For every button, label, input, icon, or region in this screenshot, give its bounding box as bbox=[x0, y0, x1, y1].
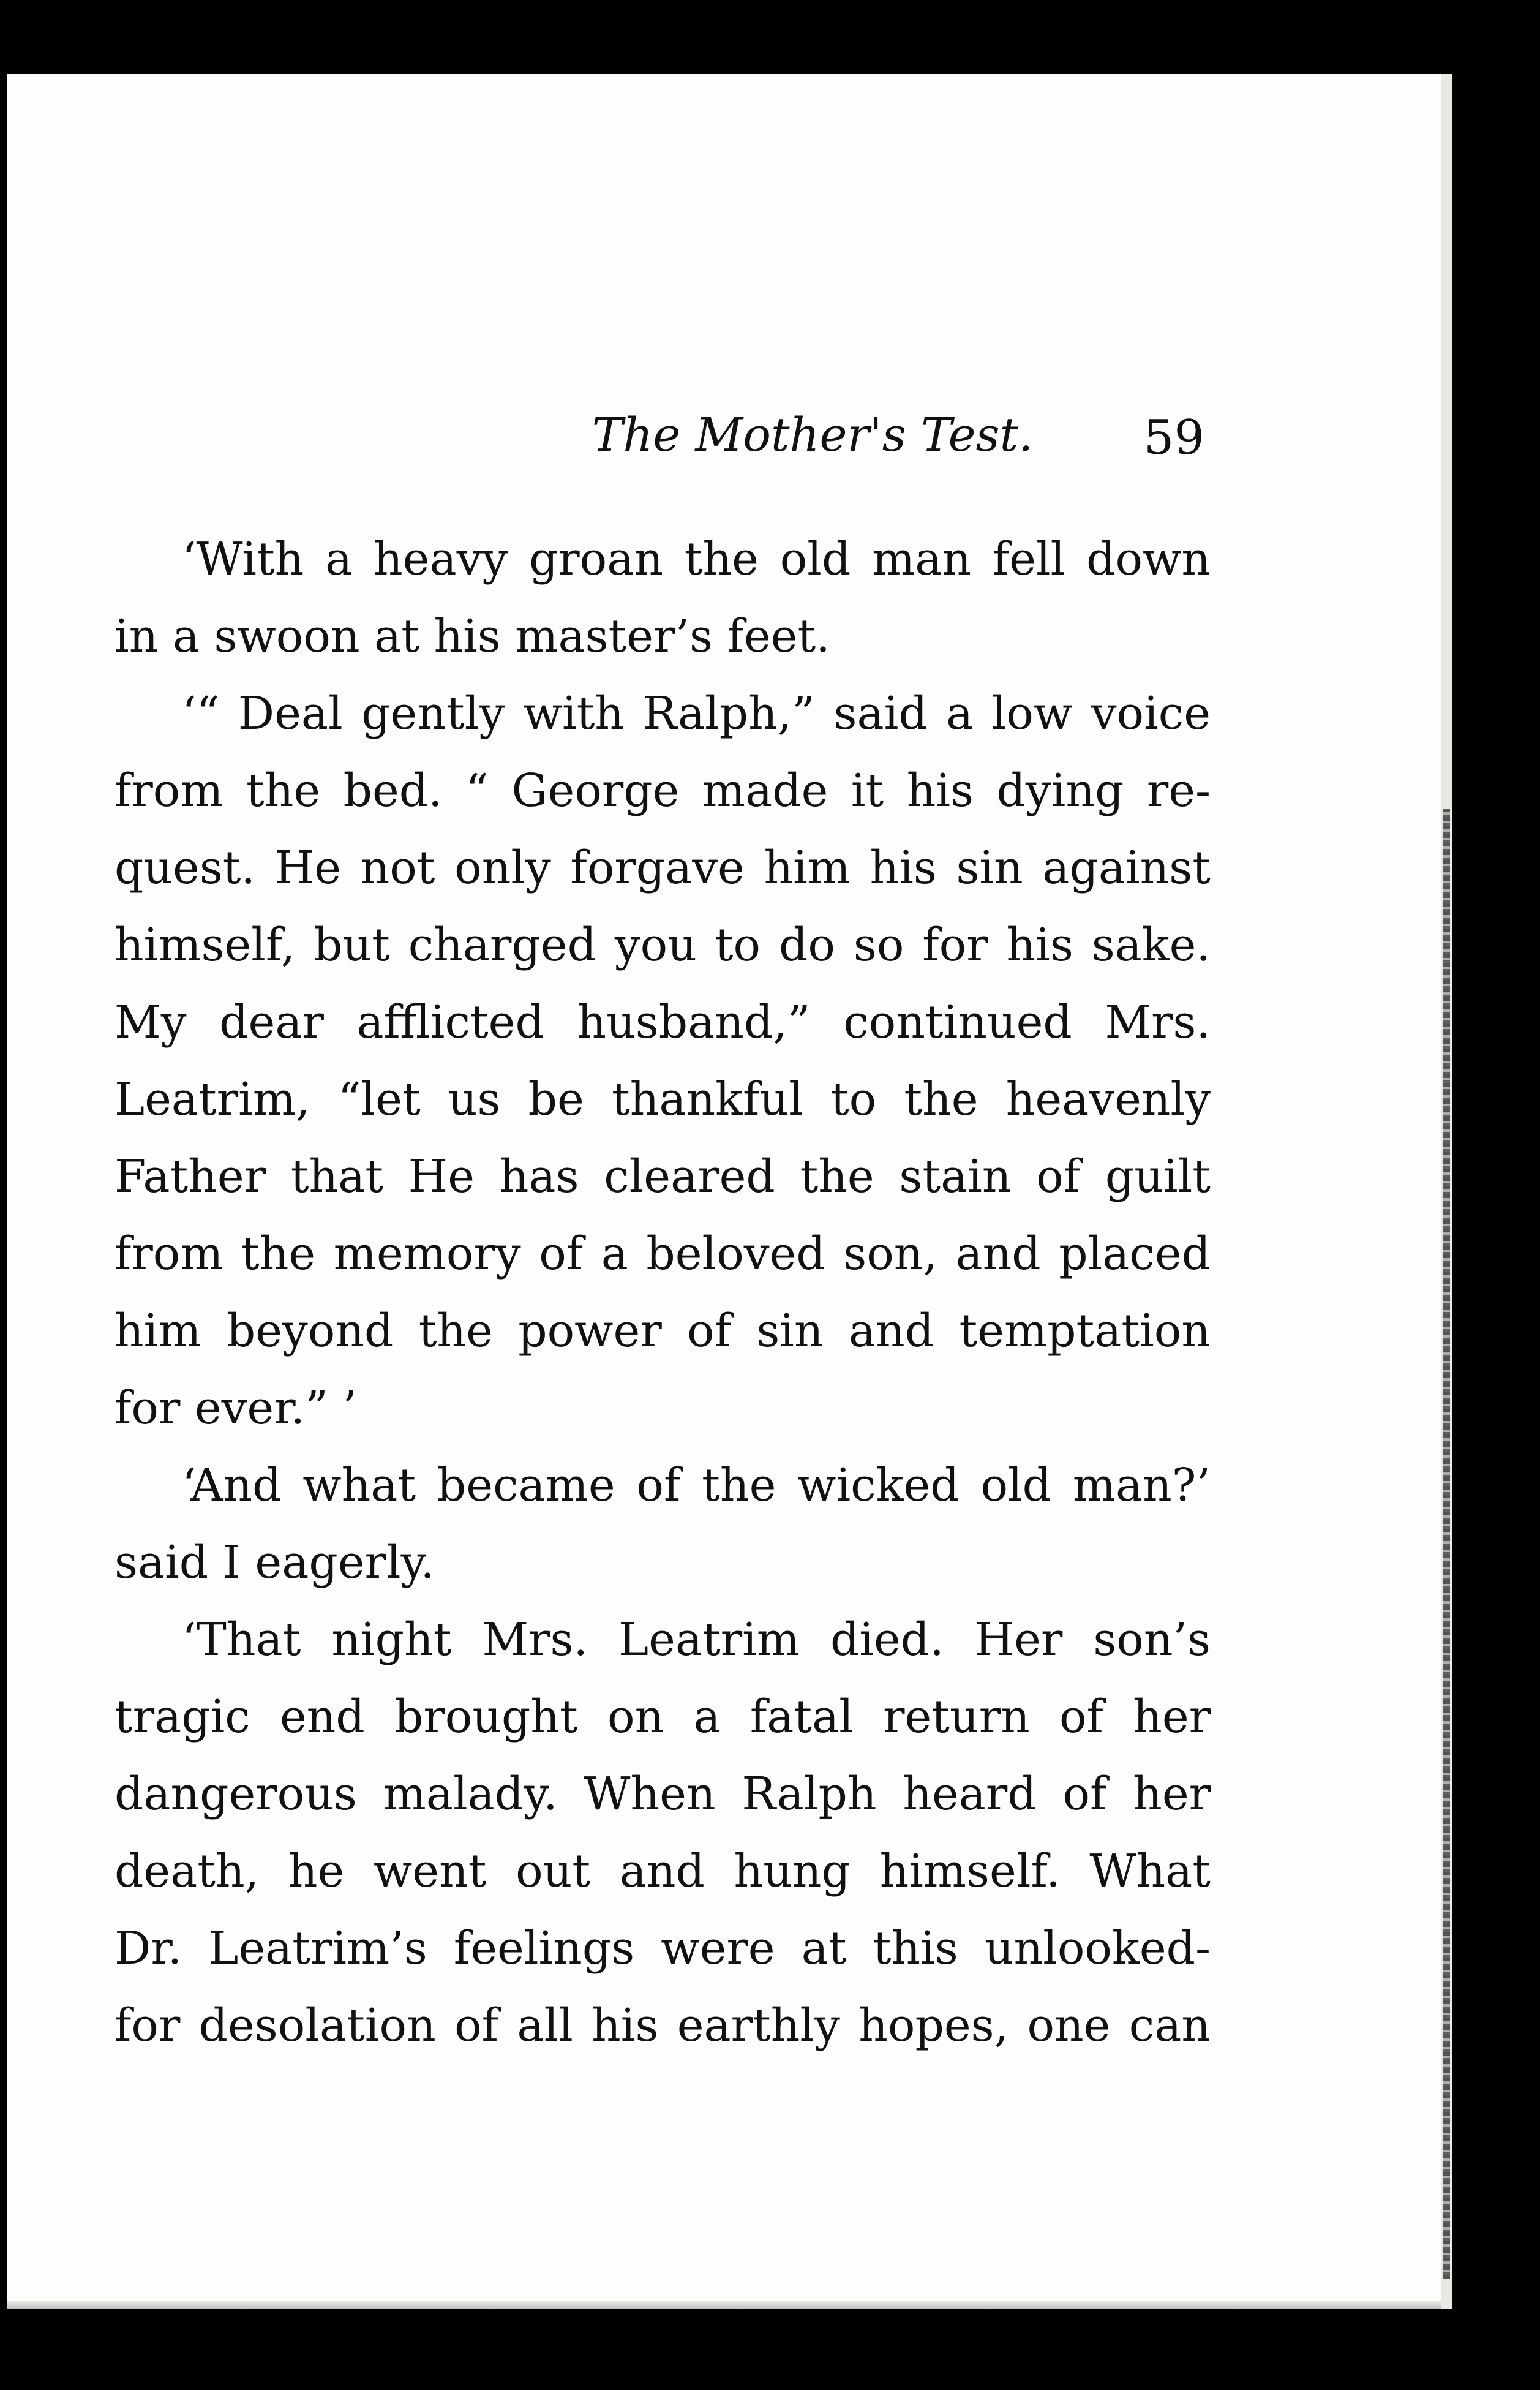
running-title: The Mother's Test. bbox=[592, 407, 1034, 462]
page-edge-shadow bbox=[1443, 809, 1450, 2279]
text-line: quest. He not only forgave him his sin against bbox=[115, 842, 1211, 894]
text-line: dangerous malady. When Ralph heard of her bbox=[115, 1768, 1211, 1820]
text-line: said I eagerly. bbox=[115, 1536, 435, 1589]
text-line: himself, but charged you to do so for his sake. bbox=[115, 919, 1211, 971]
text-line: tragic end brought on a fatal return of her bbox=[115, 1691, 1211, 1743]
text-line: in a swoon at his master’s feet. bbox=[115, 610, 830, 663]
text-line: ‘That night Mrs. Leatrim died. Her son’s bbox=[182, 1613, 1211, 1666]
book-page bbox=[7, 74, 1452, 2309]
text-line: from the bed. “ George made it his dying re- bbox=[115, 764, 1211, 817]
text-line: Leatrim, “let us be thankful to the heavenly bbox=[115, 1073, 1211, 1126]
text-line: ‘With a heavy groan the old man fell down bbox=[182, 533, 1211, 586]
text-line: him beyond the power of sin and temptation bbox=[115, 1305, 1211, 1357]
text-line: death, he went out and hung himself. What bbox=[115, 1845, 1211, 1898]
page-text bbox=[115, 521, 1211, 2064]
text-line: for ever.” ’ bbox=[115, 1382, 357, 1434]
text-line: Father that He has cleared the stain of guilt bbox=[115, 1150, 1211, 1203]
text-line: ‘“ Deal gently with Ralph,” said a low voice bbox=[182, 687, 1211, 740]
text-line: Dr. Leatrim’s feelings were at this unlooked- bbox=[115, 1922, 1211, 1975]
page-number: 59 bbox=[1143, 410, 1204, 466]
text-line: ‘And what became of the wicked old man?’ bbox=[182, 1459, 1211, 1512]
text-line: My dear afflicted husband,” continued Mrs. bbox=[115, 996, 1211, 1049]
page-bottom-shadow bbox=[7, 2301, 1441, 2309]
text-line: for desolation of all his earthly hopes, one can bbox=[115, 1999, 1211, 2052]
text-line: from the memory of a beloved son, and placed bbox=[115, 1227, 1211, 1280]
